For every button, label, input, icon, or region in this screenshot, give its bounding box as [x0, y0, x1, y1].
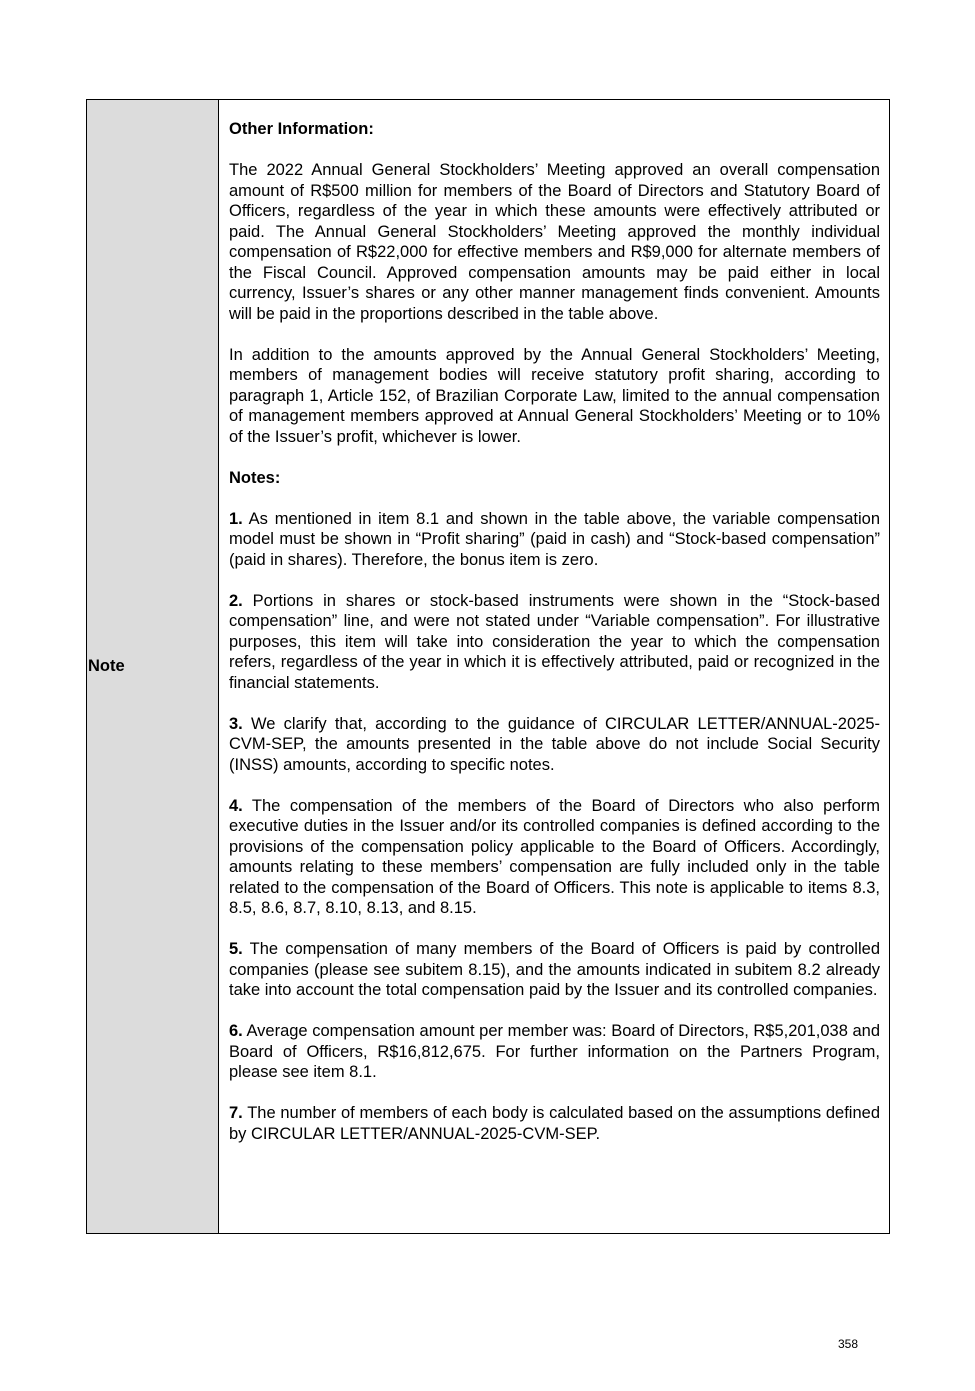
note-item — [229, 509, 880, 571]
other-information-paragraph: In addition to the amounts approved by the Annual General Stockholders’ Meeting, members of management bodies will receive statutory profit sharing, according to paragraph 1, Article 152, of Brazilian Corporate Law, limited to the annual compensation of management members approved at Annual General Stockholders’ Meeting or to 10% of the Issuer’s profit, whichever is lower. — [229, 345, 880, 446]
note-number: 1. — [229, 509, 243, 528]
note-number: 7. — [229, 1104, 243, 1122]
other-information-paragraph: The 2022 Annual General Stockholders’ Meeting approved an overall compensation amount of R$500 million for members of the Board of Directors and Statutory Board of Officers, regardless of the year in which these amounts were effectively attributed or paid. The Annual General Stockholders’ Meeting approved the monthly individual compensation of R$22,000 for effective members and R$9,000 for alternate members of the Fiscal Council. Approved compensation amounts may be paid either in local currency, Issuer’s shares or any other manner management finds convenient. Amounts will be paid in the proportions described in the table above. — [229, 161, 880, 323]
note-text: Average compensation amount per member was: Board of Directors, R$5,201,038 and Board of Officers, R$16,812,675. For further information on the Partners Program, please see item 8.1. — [229, 1022, 880, 1081]
note-item — [229, 714, 880, 776]
note-text: We clarify that, according to the guidance of CIRCULAR LETTER/ANNUAL-2025-CVM-SEP, the amounts presented in the table above do not include Social Security (INSS) amounts, according to specific notes. — [229, 714, 880, 774]
other-information-heading: Other Information: — [229, 120, 374, 138]
note-item — [229, 796, 880, 919]
note-text: The compensation of the members of the Board of Directors who also perform executive duties in the Issuer and/or its controlled companies is defined according to the provisions of the compensation policy applicable to the Board of Officers. Accordingly, amounts relating to these members’ compensation are fully included only in the table related to the compensation of the Board of Officers. This note is applicable to items 8.3, 8.5, 8.6, 8.7, 8.10, 8.13, and 8.15. — [229, 796, 880, 917]
note-item — [229, 939, 880, 1001]
note-item — [229, 591, 880, 694]
note-number: 6. — [229, 1022, 243, 1040]
note-text: As mentioned in item 8.1 and shown in the table above, the variable compensation model must be shown in “Profit sharing” (paid in cash) and “Stock-based compensation” (paid in shares). Therefore, the bonus item is zero. — [229, 509, 880, 569]
note-number: 3. — [229, 714, 243, 733]
note-number: 2. — [229, 591, 243, 610]
note-text: Portions in shares or stock-based instruments were shown in the “Stock-based compensation” line, and were not stated under “Variable compensation”. For illustrative purposes, this item will take into consideration the year to which the compensation refers, regardless of the year in which it is effectively attributed, paid or recognized in the financial statements. — [229, 591, 880, 692]
note-text: The compensation of many members of the Board of Officers is paid by controlled companies (please see subitem 8.15), and the amounts indicated in subitem 8.2 already take into account the total compensation paid by the Issuer and its controlled companies. — [229, 940, 880, 999]
page-number: 358 — [838, 1337, 859, 1351]
note-item — [229, 1103, 880, 1144]
row-label: Note — [87, 100, 219, 1234]
note-table — [86, 99, 890, 1234]
notes-heading: Notes: — [229, 468, 281, 487]
note-number: 4. — [229, 796, 243, 815]
note-row — [87, 100, 890, 1234]
note-text: The number of members of each body is calculated based on the assumptions defined by CIRCULAR LETTER/ANNUAL-2025-CVM-SEP. — [229, 1104, 880, 1143]
note-item — [229, 1021, 880, 1083]
note-number: 5. — [229, 940, 243, 958]
note-content — [219, 100, 890, 1234]
